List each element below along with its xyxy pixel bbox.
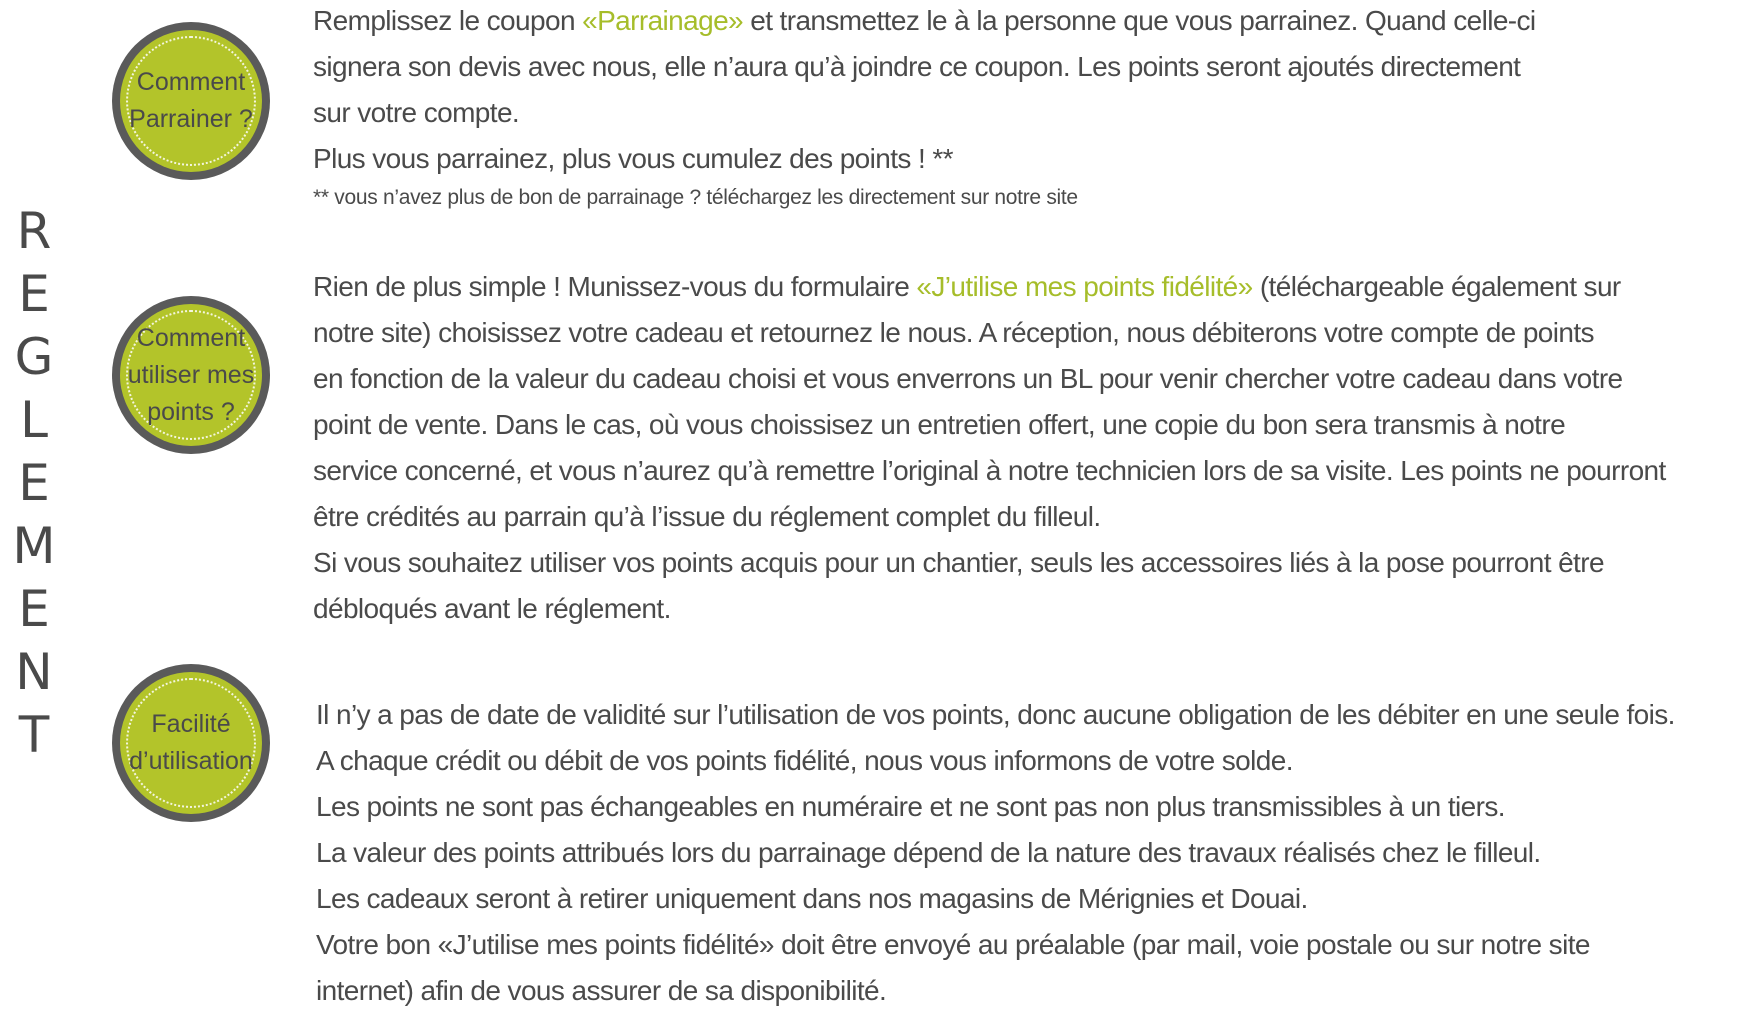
paragraph-line: internet) afin de vous assurer de sa disponibilité. bbox=[316, 975, 887, 1006]
paragraph-line: A chaque crédit ou débit de vos points fidélité, nous vous informons de votre solde. bbox=[316, 745, 1293, 776]
badge-comment-parrainer bbox=[112, 22, 270, 180]
badge-circle bbox=[120, 672, 262, 814]
title-letter: E bbox=[18, 265, 50, 323]
paragraph-line: signera son devis avec nous, elle n’aura qu’à joindre ce coupon. Les points seront ajoutés directement bbox=[313, 51, 1521, 82]
paragraph-line: Il n’y a pas de date de validité sur l’utilisation de vos points, donc aucune obligation de les débiter en une seule fois. bbox=[316, 699, 1675, 730]
badge-label: Facilité d’utilisation bbox=[129, 710, 253, 775]
badge-circle bbox=[120, 304, 262, 446]
badge-facilite-utilisation bbox=[112, 664, 270, 822]
badge-circle bbox=[120, 30, 262, 172]
paragraph-line: en fonction de la valeur du cadeau choisi et vous enverrons un BL pour venir chercher votre cadeau dans votre bbox=[313, 363, 1623, 394]
section-facilite bbox=[316, 692, 1675, 1014]
title-letter: L bbox=[20, 391, 48, 449]
reglement-vertical-title bbox=[0, 200, 68, 767]
text-span: Remplissez le coupon bbox=[313, 5, 583, 36]
paragraph-line: Plus vous parrainez, plus vous cumulez des points ! ** bbox=[313, 143, 953, 174]
badge-label: Comment Parrainer ? bbox=[129, 68, 253, 133]
paragraph-line: service concerné, et vous n’aurez qu’à remettre l’original à notre technicien lors de sa visite. Les points ne pourront bbox=[313, 455, 1666, 486]
title-letter: E bbox=[18, 454, 50, 512]
footnote: ** vous n’avez plus de bon de parrainage ? téléchargez les directement sur notre site bbox=[313, 186, 1078, 209]
section-utiliser-points bbox=[313, 264, 1666, 632]
highlight-parrainage: «Parrainage» bbox=[582, 5, 744, 36]
title-letter: G bbox=[14, 328, 54, 386]
paragraph-line: Votre bon «J’utilise mes points fidélité» doit être envoyé au préalable (par mail, voie postale ou sur notre site bbox=[316, 929, 1590, 960]
paragraph-line: Si vous souhaitez utiliser vos points acquis pour un chantier, seuls les accessoires liés à la pose pourront être bbox=[313, 547, 1604, 578]
paragraph-line: sur votre compte. bbox=[313, 97, 520, 128]
badge-comment-utiliser bbox=[112, 296, 270, 454]
text-span: (téléchargeable également sur bbox=[1252, 271, 1621, 302]
title-letter: T bbox=[18, 706, 50, 764]
section-parrainage bbox=[313, 0, 1536, 214]
paragraph-line: notre site) choisissez votre cadeau et retournez le nous. A réception, nous débiterons votre compte de points bbox=[313, 317, 1594, 348]
paragraph-line: point de vente. Dans le cas, où vous choissisez un entretien offert, une copie du bon sera transmis à notre bbox=[313, 409, 1566, 440]
title-letter: M bbox=[12, 517, 56, 575]
badge-label: Comment utiliser mes points ? bbox=[127, 323, 255, 426]
text-span: et transmettez le à la personne que vous parrainez. Quand celle-ci bbox=[743, 5, 1536, 36]
text-span: Rien de plus simple ! Munissez-vous du formulaire bbox=[313, 271, 917, 302]
highlight-formulaire: «J’utilise mes points fidélité» bbox=[916, 271, 1253, 302]
paragraph-line bbox=[313, 264, 1666, 310]
paragraph-line: Les cadeaux seront à retirer uniquement dans nos magasins de Mérignies et Douai. bbox=[316, 883, 1308, 914]
title-letter: E bbox=[18, 580, 50, 638]
paragraph-line: débloqués avant le réglement. bbox=[313, 593, 671, 624]
paragraph-line bbox=[313, 0, 1536, 44]
paragraph-line: être crédités au parrain qu’à l’issue du réglement complet du filleul. bbox=[313, 501, 1101, 532]
paragraph-line: Les points ne sont pas échangeables en numéraire et ne sont pas non plus transmissibles à un tiers. bbox=[316, 791, 1505, 822]
paragraph-line: La valeur des points attribués lors du parrainage dépend de la nature des travaux réalisés chez le filleul. bbox=[316, 837, 1541, 868]
title-letter: R bbox=[16, 202, 52, 260]
title-letter: N bbox=[15, 643, 53, 701]
